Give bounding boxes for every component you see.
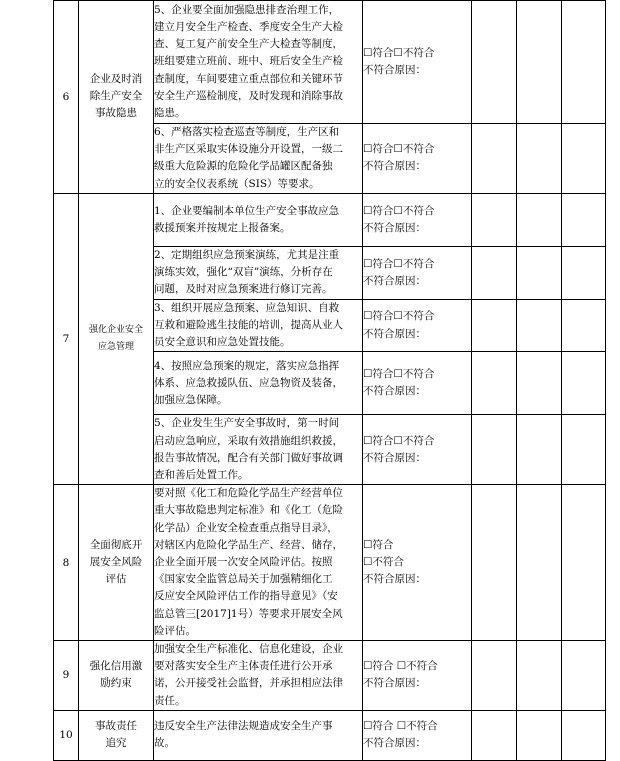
check-item-title-line: 事故隐患 [95,107,137,120]
check-content-line: 1、企业要编制本单位生产安全事故应急 [154,204,340,217]
blank-cell[interactable] [562,124,606,194]
compliance-option-line[interactable]: 不符合原因： [363,451,426,464]
compliance-option-line[interactable]: 不符合原因： [363,573,426,586]
blank-cell[interactable] [517,641,562,711]
check-content-line: 企业全面开展一次安全风险评估。按照 [154,556,333,569]
check-content-line: 查制度，车间要建立重点部位和关键环节 [154,72,343,85]
row-number: 9 [54,641,79,711]
blank-cell[interactable] [472,710,517,760]
check-content-line: 诺，公开接受社会监督，并承担相应法律 [154,677,343,690]
blank-cell[interactable] [472,124,517,194]
blank-cell[interactable] [562,710,606,760]
check-content-line: 报告事故情况，配合有关部门做好事故调 [154,451,343,464]
check-content-line: 加强安全生产标准化、信息化建设，企业 [154,643,343,656]
check-item-title-line: 全面彻底开 [89,539,143,552]
check-content-line: 隐患。 [154,107,186,119]
blank-cell[interactable] [517,193,562,246]
compliance-option-line[interactable]: ☐符合 [363,538,394,551]
compliance-result[interactable] [363,641,472,711]
blank-cell[interactable] [472,485,517,641]
blank-cell[interactable] [517,352,562,415]
compliance-result[interactable] [363,124,472,194]
blank-cell[interactable] [562,299,606,352]
blank-cell[interactable] [472,193,517,246]
blank-cell[interactable] [517,485,562,641]
blank-cell[interactable] [472,641,517,711]
row-number: 7 [54,193,79,484]
compliance-result[interactable] [363,246,472,299]
check-content-line: 启动应急响应，采取有效措施组织救援， [154,434,343,447]
compliance-option-line[interactable]: 不符合原因： [363,327,426,340]
check-content [154,352,363,415]
check-item-title [79,1,154,194]
check-content-line: 6、严格落实检查巡查等制度，生产区和 [154,126,340,138]
row-number: 8 [54,485,79,641]
check-content [154,641,363,711]
check-content [154,193,363,246]
check-content-line: 2、定期组织应急预案演练，尤其是注重 [154,249,340,261]
check-content [154,124,363,194]
inspection-table [53,0,606,761]
check-item-title-line: 除生产安全 [89,90,143,103]
check-content-line: 对辖区内危险化学品生产、经营、储存， [154,538,343,551]
blank-cell[interactable] [562,641,606,711]
blank-cell[interactable] [517,1,562,124]
blank-cell[interactable] [517,246,562,299]
check-item-title [79,710,154,760]
check-content-line: 监总管三[2017]1号）等要求开展安全风 [154,607,343,620]
table-row [54,485,606,641]
compliance-result[interactable] [363,415,472,485]
check-content-line: 班组要建立班前、班中、班后安全生产检 [154,55,343,68]
check-content-line: 查和善后处置工作。 [154,469,249,482]
check-content-line: 非生产区采取实体设施分开设置，一级二 [154,143,343,156]
check-content-line: 体系、应急救援队伍、应急物资及装备， [154,376,343,389]
compliance-option-line[interactable]: ☐符合 ☐不符合 [363,660,438,673]
check-item-title-line: 企业及时消 [89,73,143,86]
check-content-line: 4、按照应急预案的规定，落实应急指挥 [154,359,340,372]
compliance-option-line[interactable]: 不符合原因： [363,64,426,76]
table-row [54,710,606,760]
compliance-option-line[interactable]: ☐不符合 [363,556,404,569]
check-content [154,299,363,352]
check-content-line: 险评估。 [154,624,196,637]
blank-cell[interactable] [472,1,517,124]
check-content-line: 安全生产巡检制度，及时发现和消除事故 [154,89,343,102]
compliance-option-line[interactable]: 不符合原因： [363,221,426,234]
blank-cell[interactable] [562,246,606,299]
check-content-line: 救援预案并按规定上报备案。 [154,221,291,234]
check-content [154,710,363,760]
check-content-line: 演练实效，强化“双盲”演练，分析存在 [154,266,333,279]
blank-cell[interactable] [517,710,562,760]
compliance-result[interactable] [363,193,472,246]
blank-cell[interactable] [472,352,517,415]
compliance-option-line[interactable]: ☐符合☐不符合 [363,310,435,323]
check-content-line: 违反安全生产法律法规造成安全生产事 [154,720,333,733]
check-item-title-line: 强化企业安全 [88,325,143,336]
check-item-title [79,193,154,484]
check-content-line: 立的安全仪表系统（SIS）等要求。 [154,177,320,190]
compliance-option-line[interactable]: ☐符合☐不符合 [363,46,435,59]
check-content-line: 责任。 [154,694,186,707]
check-item-title-line: 展安全风险 [89,556,143,569]
compliance-option-line[interactable]: ☐符合☐不符合 [363,143,435,156]
check-content-line: 5、企业要全面加强隐患排查治理工作， [154,3,340,16]
check-content-line: 反应安全风险评估工作的指导意见》（安 [154,590,338,603]
check-item-title-line: 追究 [105,737,127,750]
check-content-line: 员安全意识和应急处置技能。 [154,336,291,349]
blank-cell[interactable] [472,299,517,352]
check-content-line: 《国家安全监管总局关于加强精细化工 [154,573,333,586]
compliance-option-line[interactable]: ☐符合☐不符合 [363,368,435,381]
blank-cell[interactable] [562,1,606,124]
check-item-title-line: 应急管理 [97,342,134,353]
check-content-line: 要对照《化工和危险化学品生产经营单位 [154,487,343,500]
compliance-option-line[interactable]: 不符合原因： [363,160,426,173]
table-row [54,1,606,124]
check-content-line: 3、组织开展应急预案、应急知识、自救 [154,301,340,314]
compliance-option-line[interactable]: ☐符合 ☐不符合 [363,720,438,733]
check-content-line: 级重大危险源的危险化学品罐区配备独 [154,160,333,173]
blank-cell[interactable] [562,352,606,415]
compliance-option-line[interactable]: ☐符合☐不符合 [363,257,435,270]
compliance-result[interactable] [363,299,472,352]
compliance-option-line[interactable]: 不符合原因： [363,677,426,690]
check-content-line: 故。 [154,737,175,750]
compliance-result[interactable] [363,352,472,415]
compliance-result[interactable] [363,1,472,124]
row-number: 6 [54,1,79,194]
check-content-line: 建立月安全生产检查、季度安全生产大检 [154,20,343,33]
table-row [54,641,606,711]
check-content-line: 问题，及时对应急预案进行修订完善。 [154,283,333,296]
compliance-option-line[interactable]: ☐符合☐不符合 [363,204,435,217]
check-content-line: 要对落实安全生产主体责任进行公开承 [154,660,333,673]
compliance-option-line[interactable]: 不符合原因： [363,385,426,398]
check-content-line: 化学品）企业安全检查重点指导目录》， [154,521,338,534]
check-content-line: 互救和避险逃生技能的培训，提高从业人 [154,319,343,332]
compliance-option-line[interactable]: 不符合原因： [363,737,426,750]
check-content-line: 查、复工复产前安全生产大检查等制度， [154,38,343,51]
compliance-result[interactable] [363,710,472,760]
check-content-line: 加强应急保障。 [154,394,228,407]
blank-cell[interactable] [517,415,562,485]
check-content [154,485,363,641]
check-content [154,246,363,299]
check-item-title-line: 励约束 [100,677,132,690]
table-row [54,193,606,246]
row-number: 10 [54,710,79,760]
check-item-title-line: 事故责任 [95,720,137,733]
check-content [154,415,363,485]
blank-cell[interactable] [472,415,517,485]
blank-cell[interactable] [562,485,606,641]
compliance-option-line[interactable]: ☐符合☐不符合 [363,434,435,447]
check-item-title [79,485,154,641]
blank-cell[interactable] [562,193,606,246]
compliance-result[interactable] [363,485,472,641]
check-content [154,1,363,124]
blank-cell[interactable] [472,246,517,299]
blank-cell[interactable] [562,415,606,485]
check-content-line: 5、企业发生生产安全事故时，第一时间 [154,417,340,430]
blank-cell[interactable] [517,124,562,194]
check-item-title-line: 评估 [105,573,127,586]
check-item-title-line: 强化信用激 [89,660,143,673]
compliance-option-line[interactable]: 不符合原因： [363,274,426,287]
blank-cell[interactable] [517,299,562,352]
check-content-line: 重大事故隐患判定标准》和《化工（危险 [154,504,343,517]
check-item-title [79,641,154,711]
